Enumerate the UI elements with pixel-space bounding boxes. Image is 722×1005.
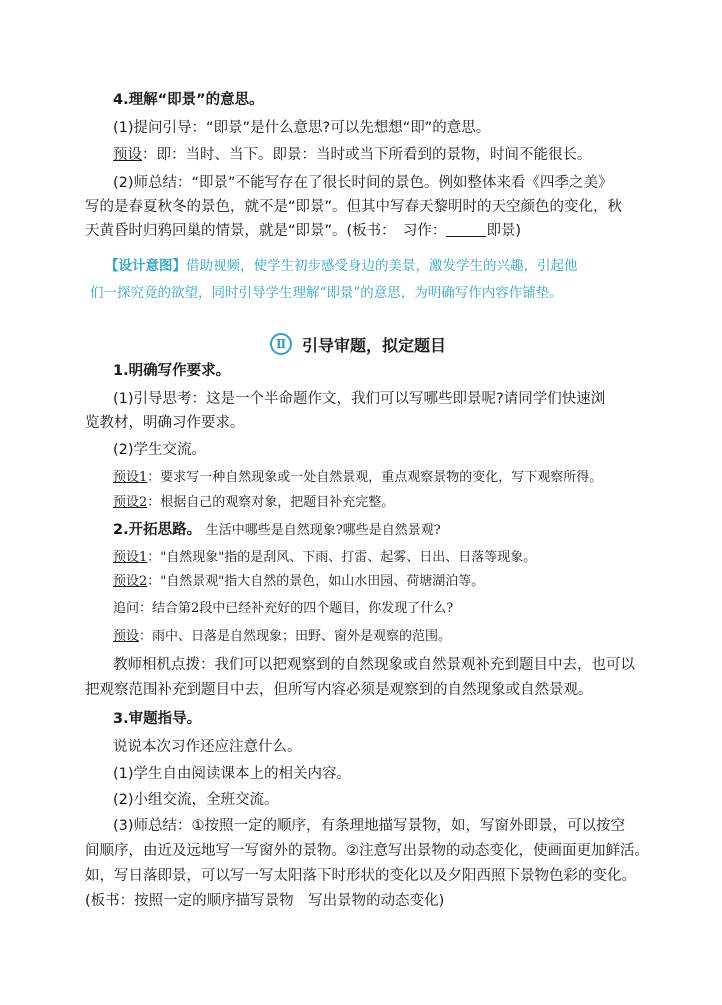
question-1: (1)提问引导：“即景”是什么意思?可以先想想“即”的意思。 bbox=[113, 120, 491, 136]
section-2-header bbox=[270, 332, 446, 356]
preset-line bbox=[113, 145, 592, 165]
part-1-preset-1 bbox=[113, 468, 602, 488]
p2-preset-2-text: ："自然景观"指大自然的景色，如山水田园、荷塘湖泊等。 bbox=[147, 574, 485, 589]
teacher-tip-line-1: 教师相机点拨：我们可以把观察到的自然现象或自然景观补充到题目中去，也可以 bbox=[113, 657, 635, 673]
section-2-badge: Ⅱ bbox=[270, 333, 292, 355]
part-1-line-3: (2)学生交流。 bbox=[113, 442, 207, 458]
part-1-line-2: 览教材，明确习作要求。 bbox=[85, 415, 245, 431]
teacher-tip-line-2: 把观察范围补充到题目中去，但所写内容必须是观察到的自然现象或自然景观。 bbox=[85, 682, 593, 698]
part-3-line-3: (2)小组交流，全班交流。 bbox=[113, 792, 279, 808]
part-3-line-4: (3)师总结：①按照一定的顺序，有条理地描写景物，如，写窗外即景，可以按空 bbox=[113, 818, 626, 834]
p2-preset-3-label: 预设 bbox=[113, 629, 140, 644]
summary-line-3 bbox=[85, 221, 521, 241]
summary-line-3b: 即景) bbox=[486, 223, 522, 239]
part-1-heading: 1.明确写作要求。 bbox=[113, 363, 231, 379]
preset-1-text: ：要求写一种自然现象或一处自然景观，重点观察景物的变化，写下观察所得。 bbox=[147, 470, 603, 485]
p2-preset-1-text: ："自然现象"指的是刮风、下雨、打雷、起雾、日出、日落等现象。 bbox=[147, 550, 537, 565]
p2-preset-3-text: ：雨中、日落是自然现象；田野、窗外是观察的范围。 bbox=[139, 629, 452, 644]
preset-1-label: 预设1 bbox=[113, 470, 148, 485]
part-2-heading: 2.开拓思路。 bbox=[113, 522, 202, 538]
preset-2-label: 预设2 bbox=[113, 495, 148, 510]
p2-preset-1-label: 预设1 bbox=[113, 550, 148, 565]
preset-label: 预设 bbox=[113, 147, 142, 163]
part-2-preset-3 bbox=[113, 627, 451, 647]
section-2-title: 引导审题，拟定题目 bbox=[302, 335, 447, 355]
design-intent-text-1: 借助视频，使学生初步感受身边的美景，激发学生的兴趣，引起他 bbox=[186, 258, 578, 274]
design-intent-tag: 【设计意图】 bbox=[105, 258, 186, 274]
summary-line-3a: 天黄昏时归鸦回巢的情景，就是“即景”。(板书： 习作： bbox=[85, 223, 447, 239]
part-3-line-5: 间顺序，由近及远地写一写窗外的景物。②注意写出景物的动态变化，使画面更加鲜活。 bbox=[85, 843, 649, 859]
fill-blank bbox=[446, 222, 486, 237]
design-intent-line-2: 们一探究竟的欲望，同时引导学生理解“即景”的意思，为明确写作内容作铺垫。 bbox=[90, 285, 563, 301]
part-2-preset-2 bbox=[113, 572, 484, 592]
part-2-preset-1 bbox=[113, 548, 536, 568]
part-3-line-7: (板书：按照一定的顺序描写景物 写出景物的动态变化) bbox=[85, 893, 445, 909]
part-3-line-1: 说说本次习作还应注意什么。 bbox=[113, 739, 302, 755]
preset-text: ：即：当时、当下。即景：当时或当下所看到的景物，时间不能很长。 bbox=[142, 147, 592, 163]
summary-line-2: 写的是春夏秋冬的景色，就不是“即景”。但其中写春天黎明时的天空颜色的变化，秋 bbox=[85, 199, 623, 215]
summary-line-1: (2)师总结：“即景”不能写存在了很长时间的景色。例如整体来看《四季之美》 bbox=[113, 175, 613, 191]
part-3-line-6: 如，写日落即景，可以写一写太阳落下时形状的变化以及夕阳西照下景物色彩的变化。 bbox=[85, 868, 636, 884]
p2-preset-2-label: 预设2 bbox=[113, 574, 148, 589]
part-1-preset-2 bbox=[113, 493, 394, 513]
follow-up-question: 追问：结合第2段中已经补充好的四个题目，你发现了什么? bbox=[113, 601, 454, 616]
part-3-heading: 3.审题指导。 bbox=[113, 711, 202, 727]
part-2-heading-rest: 生活中哪些是自然现象?哪些是自然景观? bbox=[205, 523, 441, 538]
part-1-line-1: (1)引导思考：这是一个半命题作文，我们可以写哪些即景呢?请同学们快速浏 bbox=[113, 391, 606, 407]
design-intent-line-1 bbox=[105, 256, 578, 276]
preset-2-text: ：根据自己的观察对象，把题目补充完整。 bbox=[147, 495, 395, 510]
part-3-line-2: (1)学生自由阅读课本上的相关内容。 bbox=[113, 766, 352, 782]
part-2-heading-line bbox=[113, 520, 441, 541]
section-4-heading: 4.理解“即景”的意思。 bbox=[113, 92, 264, 108]
